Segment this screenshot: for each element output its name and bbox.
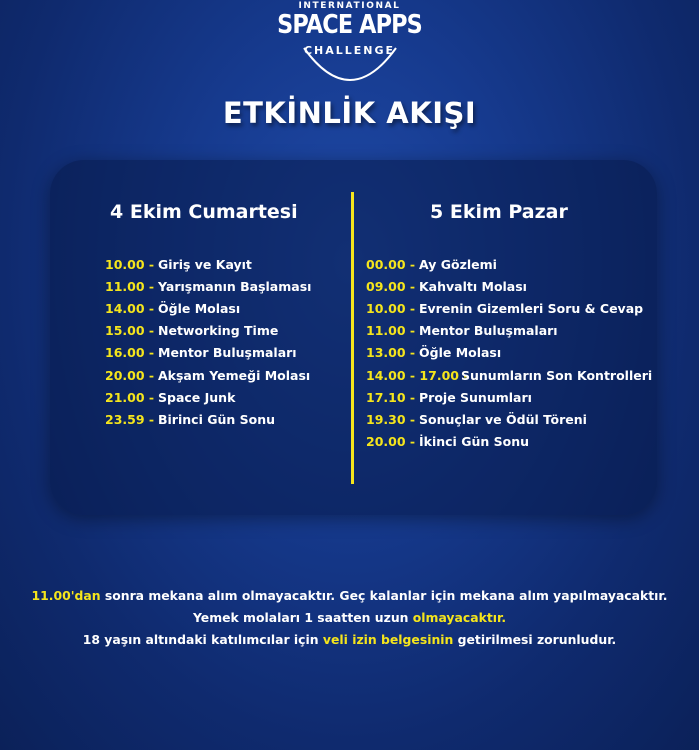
schedule-row [366, 297, 651, 319]
schedule-row [366, 253, 651, 275]
schedule-time: 14.00 - 17.00 - [366, 367, 469, 383]
page-title: ETKİNLİK AKIŞI [222, 96, 477, 130]
schedule-row [366, 386, 651, 408]
schedule-label: Proje Sunumları [419, 389, 532, 405]
schedule-label: Kahvaltı Molası [419, 278, 527, 294]
day2-heading: 5 Ekim Pazar [430, 201, 568, 223]
schedule-time: 17.10 - [366, 389, 416, 405]
schedule-time: 23.59 - [105, 411, 155, 427]
note-text: Yemek molaları 1 saatten uzun [192, 610, 413, 625]
note-line-3 [0, 629, 699, 651]
note-highlight: veli izin belgesinin [322, 632, 454, 647]
schedule-time: 00.00 - [366, 256, 416, 272]
schedule-row [105, 364, 341, 386]
schedule-row [366, 431, 651, 453]
schedule-label: İkinci Gün Sonu [419, 434, 529, 450]
schedule-row [105, 275, 341, 297]
schedule-label: Akşam Yemeği Molası [158, 367, 311, 383]
schedule-label: Ay Gözlemi [419, 256, 497, 272]
notes-section [0, 585, 699, 651]
schedule-label: Sunumların Son Kontrolleri [461, 367, 653, 383]
logo-line-challenge: CHALLENGE [303, 44, 396, 57]
schedule-time: 11.00 - [105, 278, 155, 294]
schedule-label: Sonuçlar ve Ödül Töreni [419, 411, 587, 427]
schedule-row [105, 386, 341, 408]
schedule-row [105, 408, 341, 430]
schedule-label: Yarışmanın Başlaması [158, 278, 312, 294]
schedule-label: Evrenin Gizemleri Soru & Cevap [419, 300, 644, 316]
logo-line-space-apps: SPACE APPS [277, 10, 422, 40]
schedule-time: 16.00 - [105, 345, 155, 361]
schedule-label: Öğle Molası [158, 300, 241, 316]
note-text: 18 yaşın altındaki katılımcılar için [82, 632, 323, 647]
schedule-row [105, 297, 341, 319]
note-text: sonra mekana alım olmayacaktır. Geç kalanlar için mekana alım yapılmayacaktır. [100, 588, 668, 603]
schedule-label: Birinci Gün Sonu [158, 411, 276, 427]
schedule-row [366, 408, 651, 430]
schedule-row [105, 253, 341, 275]
note-line-1 [0, 585, 699, 607]
schedule-time: 10.00 - [105, 256, 155, 272]
schedule-row [366, 320, 651, 342]
schedule-row [105, 342, 341, 364]
schedule-time: 09.00 - [366, 278, 416, 294]
schedule-row [366, 364, 651, 386]
note-line-2 [0, 607, 699, 629]
schedule-label: Space Junk [158, 389, 236, 405]
logo-arc-icon [300, 44, 400, 86]
column-divider [351, 192, 354, 484]
logo-line-international: INTERNATIONAL [298, 1, 401, 11]
schedule-label: Mentor Buluşmaları [419, 323, 558, 339]
space-apps-logo [0, 0, 699, 88]
schedule-label: Networking Time [158, 323, 279, 339]
note-text: getirilmesi zorunludur. [453, 632, 617, 647]
schedule-time: 14.00 - [105, 300, 155, 316]
day2-column [366, 201, 651, 453]
schedule-label: Öğle Molası [419, 345, 502, 361]
schedule-time: 15.00 - [105, 323, 155, 339]
schedule-label: Giriş ve Kayıt [158, 256, 252, 272]
note-highlight: olmayacaktır. [412, 610, 507, 625]
note-highlight: 11.00'dan [31, 588, 101, 603]
day1-heading: 4 Ekim Cumartesi [110, 201, 298, 223]
schedule-row [105, 320, 341, 342]
schedule-time: 21.00 - [105, 389, 155, 405]
schedule-row [366, 275, 651, 297]
schedule-label: Mentor Buluşmaları [158, 345, 297, 361]
day1-column [105, 201, 341, 431]
schedule-row [366, 342, 651, 364]
schedule-time: 13.00 - [366, 345, 416, 361]
schedule-time: 10.00 - [366, 300, 416, 316]
schedule-time: 20.00 - [366, 434, 416, 450]
schedule-time: 20.00 - [105, 367, 155, 383]
schedule-time: 19.30 - [366, 411, 416, 427]
schedule-time: 11.00 - [366, 323, 416, 339]
